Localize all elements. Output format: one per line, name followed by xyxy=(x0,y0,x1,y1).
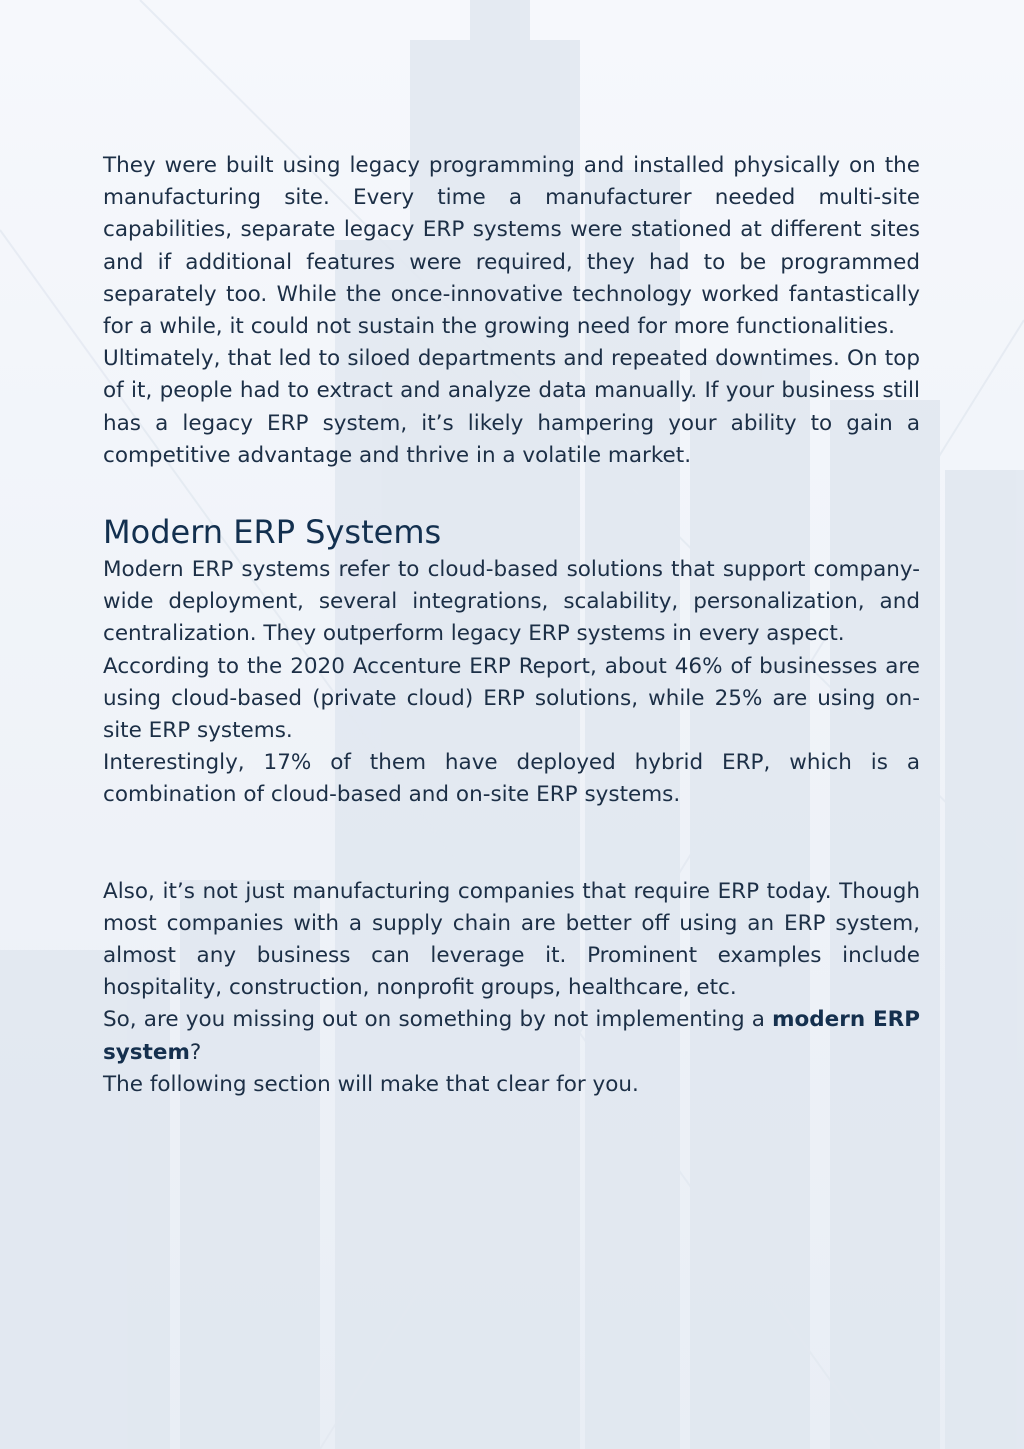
question-suffix: ? xyxy=(189,1039,202,1065)
final-line: The following section will make that clear for you. xyxy=(103,1071,639,1097)
document-page xyxy=(103,150,920,1101)
question-paragraph xyxy=(103,1004,920,1068)
section-paragraph-2: According to the 2020 Accenture ERP Report, about 46% of businesses are using cloud-based (private cloud) ERP solutions, while 25% are using on-site ERP systems. xyxy=(103,653,920,744)
section-heading: Modern ERP Systems xyxy=(103,513,442,552)
modern-erp-system-link[interactable]: modern ERP system xyxy=(103,1007,920,1065)
section-paragraph-3: Interestingly, 17% of them have deployed hybrid ERP, which is a combination of cloud-based and on-site ERP systems. xyxy=(103,750,920,808)
spacer xyxy=(103,812,920,876)
section-paragraph-1: Modern ERP systems refer to cloud-based solutions that support company-wide deployment, several integrations, scalability, personalization, and centralization. They outperform legacy ERP systems in every aspect. xyxy=(103,557,920,647)
closing-paragraph-1: Also, it’s not just manufacturing companies that require ERP today. Though most companies with a supply chain are better off using an ERP system, almost any business can leverage it. Prominent examples include hospitality, construction, nonprofit groups, healthcare, etc. xyxy=(103,878,920,1001)
intro-paragraph-1: They were built using legacy programming and installed physically on the manufacturing site. Every time a manufacturer needed multi-site capabilities, separate legacy ERP systems were stationed at different sites and if additional features were required, they had to be programmed separately too. While the once-innovative technology worked fantastically for a while, it could not sustain the growing need for more functionalities. xyxy=(103,153,920,340)
question-prefix: So, are you missing out on something by not implementing a xyxy=(103,1007,773,1033)
intro-paragraph-2: Ultimately, that led to siloed departments and repeated downtimes. On top of it, people had to extract and analyze data manually. If your business still has a legacy ERP system, it’s likely hampering your ability to gain a competitive advantage and thrive in a volatile market. xyxy=(103,346,920,468)
